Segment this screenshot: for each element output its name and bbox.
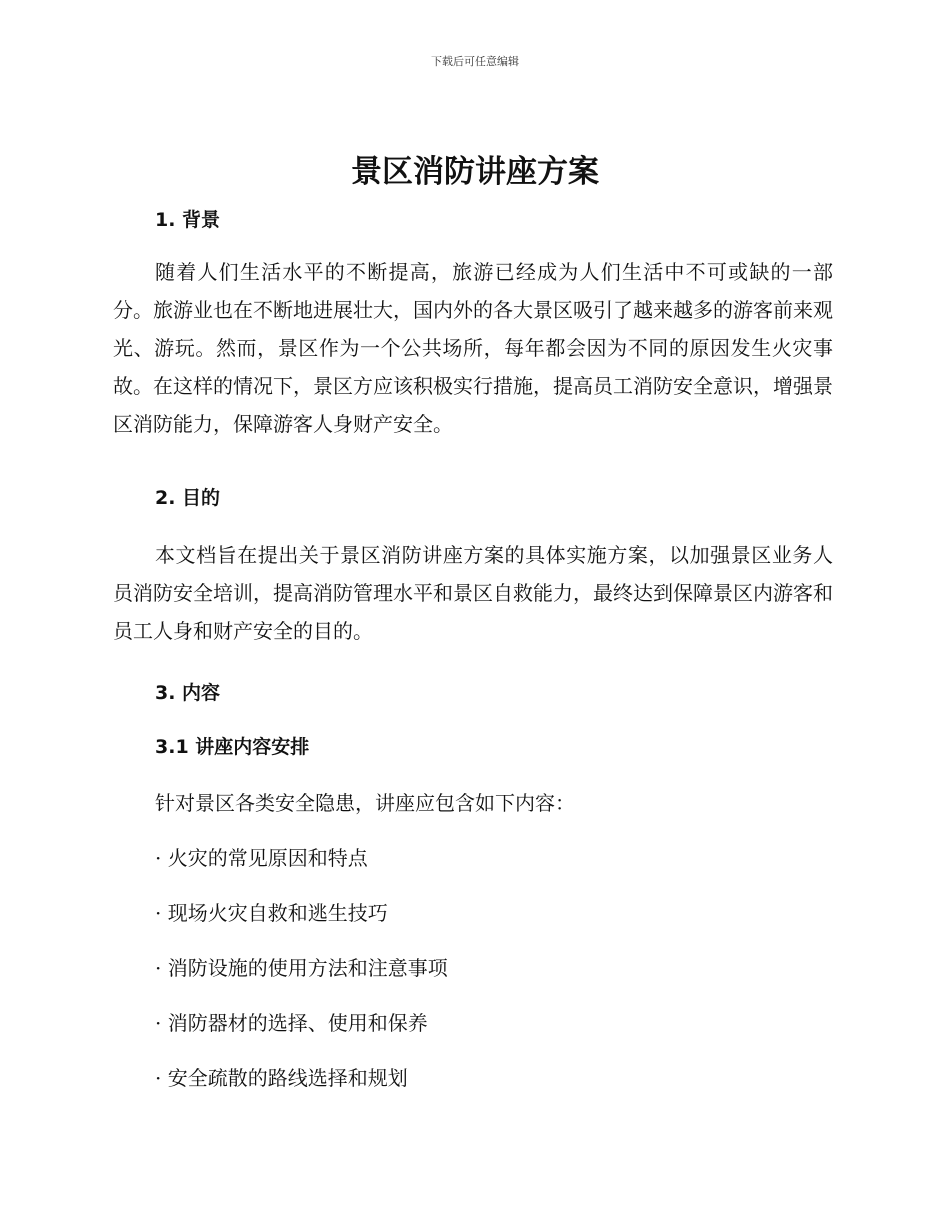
subsection-heading-lecture-arrangement: 3.1 讲座内容安排 [155, 736, 310, 758]
document-title: 景区消防讲座方案 [351, 154, 599, 190]
background-paragraph: 随着人们生活水平的不断提高，旅游已经成为人们生活中不可或缺的一部分。旅游业也在不断地进展壮大，国内外的各大景区吸引了越来越多的游客前来观光、游玩。然而，景区作为一个公共场所，每年都会因为不同的原因发生火灾事故。在这样的情况下，景区方应该积极实行措施，提高员工消防安全意识，增强景区消防能力，保障游客人身财产安全。 [113, 260, 833, 436]
list-item: · 火灾的常见原因和特点 [155, 846, 368, 870]
section-heading-background: 1. 背景 [155, 209, 221, 231]
list-item: · 消防器材的选择、使用和保养 [155, 1011, 428, 1035]
purpose-paragraph: 本文档旨在提出关于景区消防讲座方案的具体实施方案，以加强景区业务人员消防安全培训，提高消防管理水平和景区自救能力，最终达到保障景区内游客和员工人身和财产安全的目的。 [113, 543, 833, 643]
section-heading-content: 3. 内容 [155, 682, 221, 704]
header-note: 下载后可任意编辑 [431, 55, 519, 68]
list-item: · 消防设施的使用方法和注意事项 [155, 956, 448, 980]
list-item: · 现场火灾自救和逃生技巧 [155, 901, 388, 925]
list-item: · 安全疏散的路线选择和规划 [155, 1066, 408, 1090]
section-heading-purpose: 2. 目的 [155, 487, 221, 509]
content-intro: 针对景区各类安全隐患，讲座应包含如下内容： [155, 791, 575, 815]
